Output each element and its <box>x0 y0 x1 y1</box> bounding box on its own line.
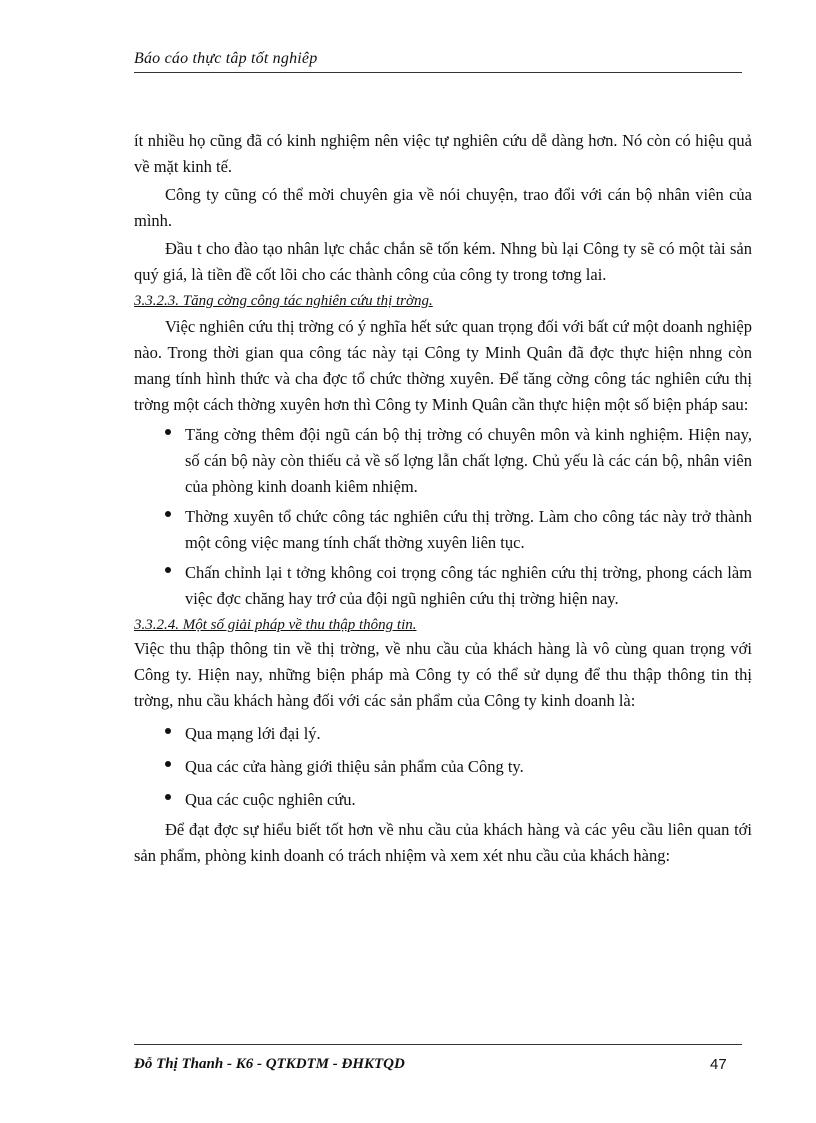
list-item: Tăng cờng thêm đội ngũ cán bộ thị trờng có chuyên môn và kinh nghiệm. Hiện nay, số cán bộ này còn thiếu cả về số lợng lẫn chất lợng. Chủ yếu là các cán bộ, nhân viên của phòng kinh doanh kiêm nhiệm. <box>134 422 752 500</box>
bullet-icon <box>165 567 171 573</box>
paragraph: ít nhiều họ cũng đã có kinh nghiệm nên việc tự nghiên cứu dễ dàng hơn. Nó còn có hiệu quả về mặt kinh tế. <box>134 131 752 176</box>
paragraph: Công ty cũng có thể mời chuyên gia về nói chuyện, trao đổi với cán bộ nhân viên của mình. <box>134 185 752 230</box>
paragraph: Để đạt đợc sự hiểu biết tốt hơn về nhu cầu của khách hàng và các yêu cầu liên quan tới sản phẩm, phòng kinh doanh có trách nhiệm và xem xét nhu cầu của khách hàng: <box>134 820 752 865</box>
header-divider <box>134 72 742 73</box>
list-item: Qua các cuộc nghiên cứu. <box>134 787 752 813</box>
section-heading: 3.3.2.4. Một số giải pháp về thu thập thông tin. <box>134 617 417 633</box>
header-title: Báo cáo thực tâp tốt nghiêp <box>134 50 318 67</box>
list-item: Thờng xuyên tổ chức công tác nghiên cứu thị trờng. Làm cho công tác này trở thành một công việc mang tính chất thờng xuyên liên tục. <box>134 504 752 556</box>
bullet-icon <box>165 728 171 734</box>
footer-divider <box>134 1044 742 1045</box>
section-heading: 3.3.2.3. Tăng cờng công tác nghiên cứu thị trờng. <box>134 293 433 309</box>
list-item: Qua các cửa hàng giới thiệu sản phẩm của Công ty. <box>134 754 752 780</box>
footer-author: Đỗ Thị Thanh - K6 - QTKDTM - ĐHKTQD <box>134 1056 405 1072</box>
list-item: Chấn chỉnh lại t tởng không coi trọng công tác nghiên cứu thị trờng, phong cách làm việc đợc chăng hay trớ của đội ngũ nghiên cứu thị trờng hiện nay. <box>134 560 752 612</box>
bullet-icon <box>165 511 171 517</box>
bullet-list <box>134 422 752 612</box>
bullet-icon <box>165 761 171 767</box>
paragraph: Việc nghiên cứu thị trờng có ý nghĩa hết sức quan trọng đối với bất cứ một doanh nghiệp nào. Trong thời gian qua công tác này tại Công ty Minh Quân đã đợc thực hiện nhng còn mang tính hình thức và cha đợc tổ chức thờng xuyên. Để tăng cờng công tác nghiên cứu thị trờng một cách thờng xuyên hơn thì Công ty Minh Quân cần thực hiện một số biện pháp sau: <box>134 317 752 414</box>
page-header <box>134 50 742 74</box>
document-body <box>134 128 752 869</box>
page-number: 47 <box>710 1056 727 1073</box>
bullet-icon <box>165 794 171 800</box>
bullet-list <box>134 721 752 813</box>
bullet-icon <box>165 429 171 435</box>
list-item: Qua mạng lới đại lý. <box>134 721 752 747</box>
paragraph: Việc thu thập thông tin về thị trờng, về nhu cầu của khách hàng là vô cùng quan trọng với Công ty. Hiện nay, những biện pháp mà Công ty có thể sử dụng để thu thập thông tin thị trờng, nhu cầu khách hàng đối với các sản phẩm của Công ty kinh doanh là: <box>134 639 752 710</box>
paragraph: Đầu t cho đào tạo nhân lực chắc chắn sẽ tốn kém. Nhng bù lại Công ty sẽ có một tài sản quý giá, là tiền đề cốt lõi cho các thành công của công ty trong tơng lai. <box>134 239 752 284</box>
